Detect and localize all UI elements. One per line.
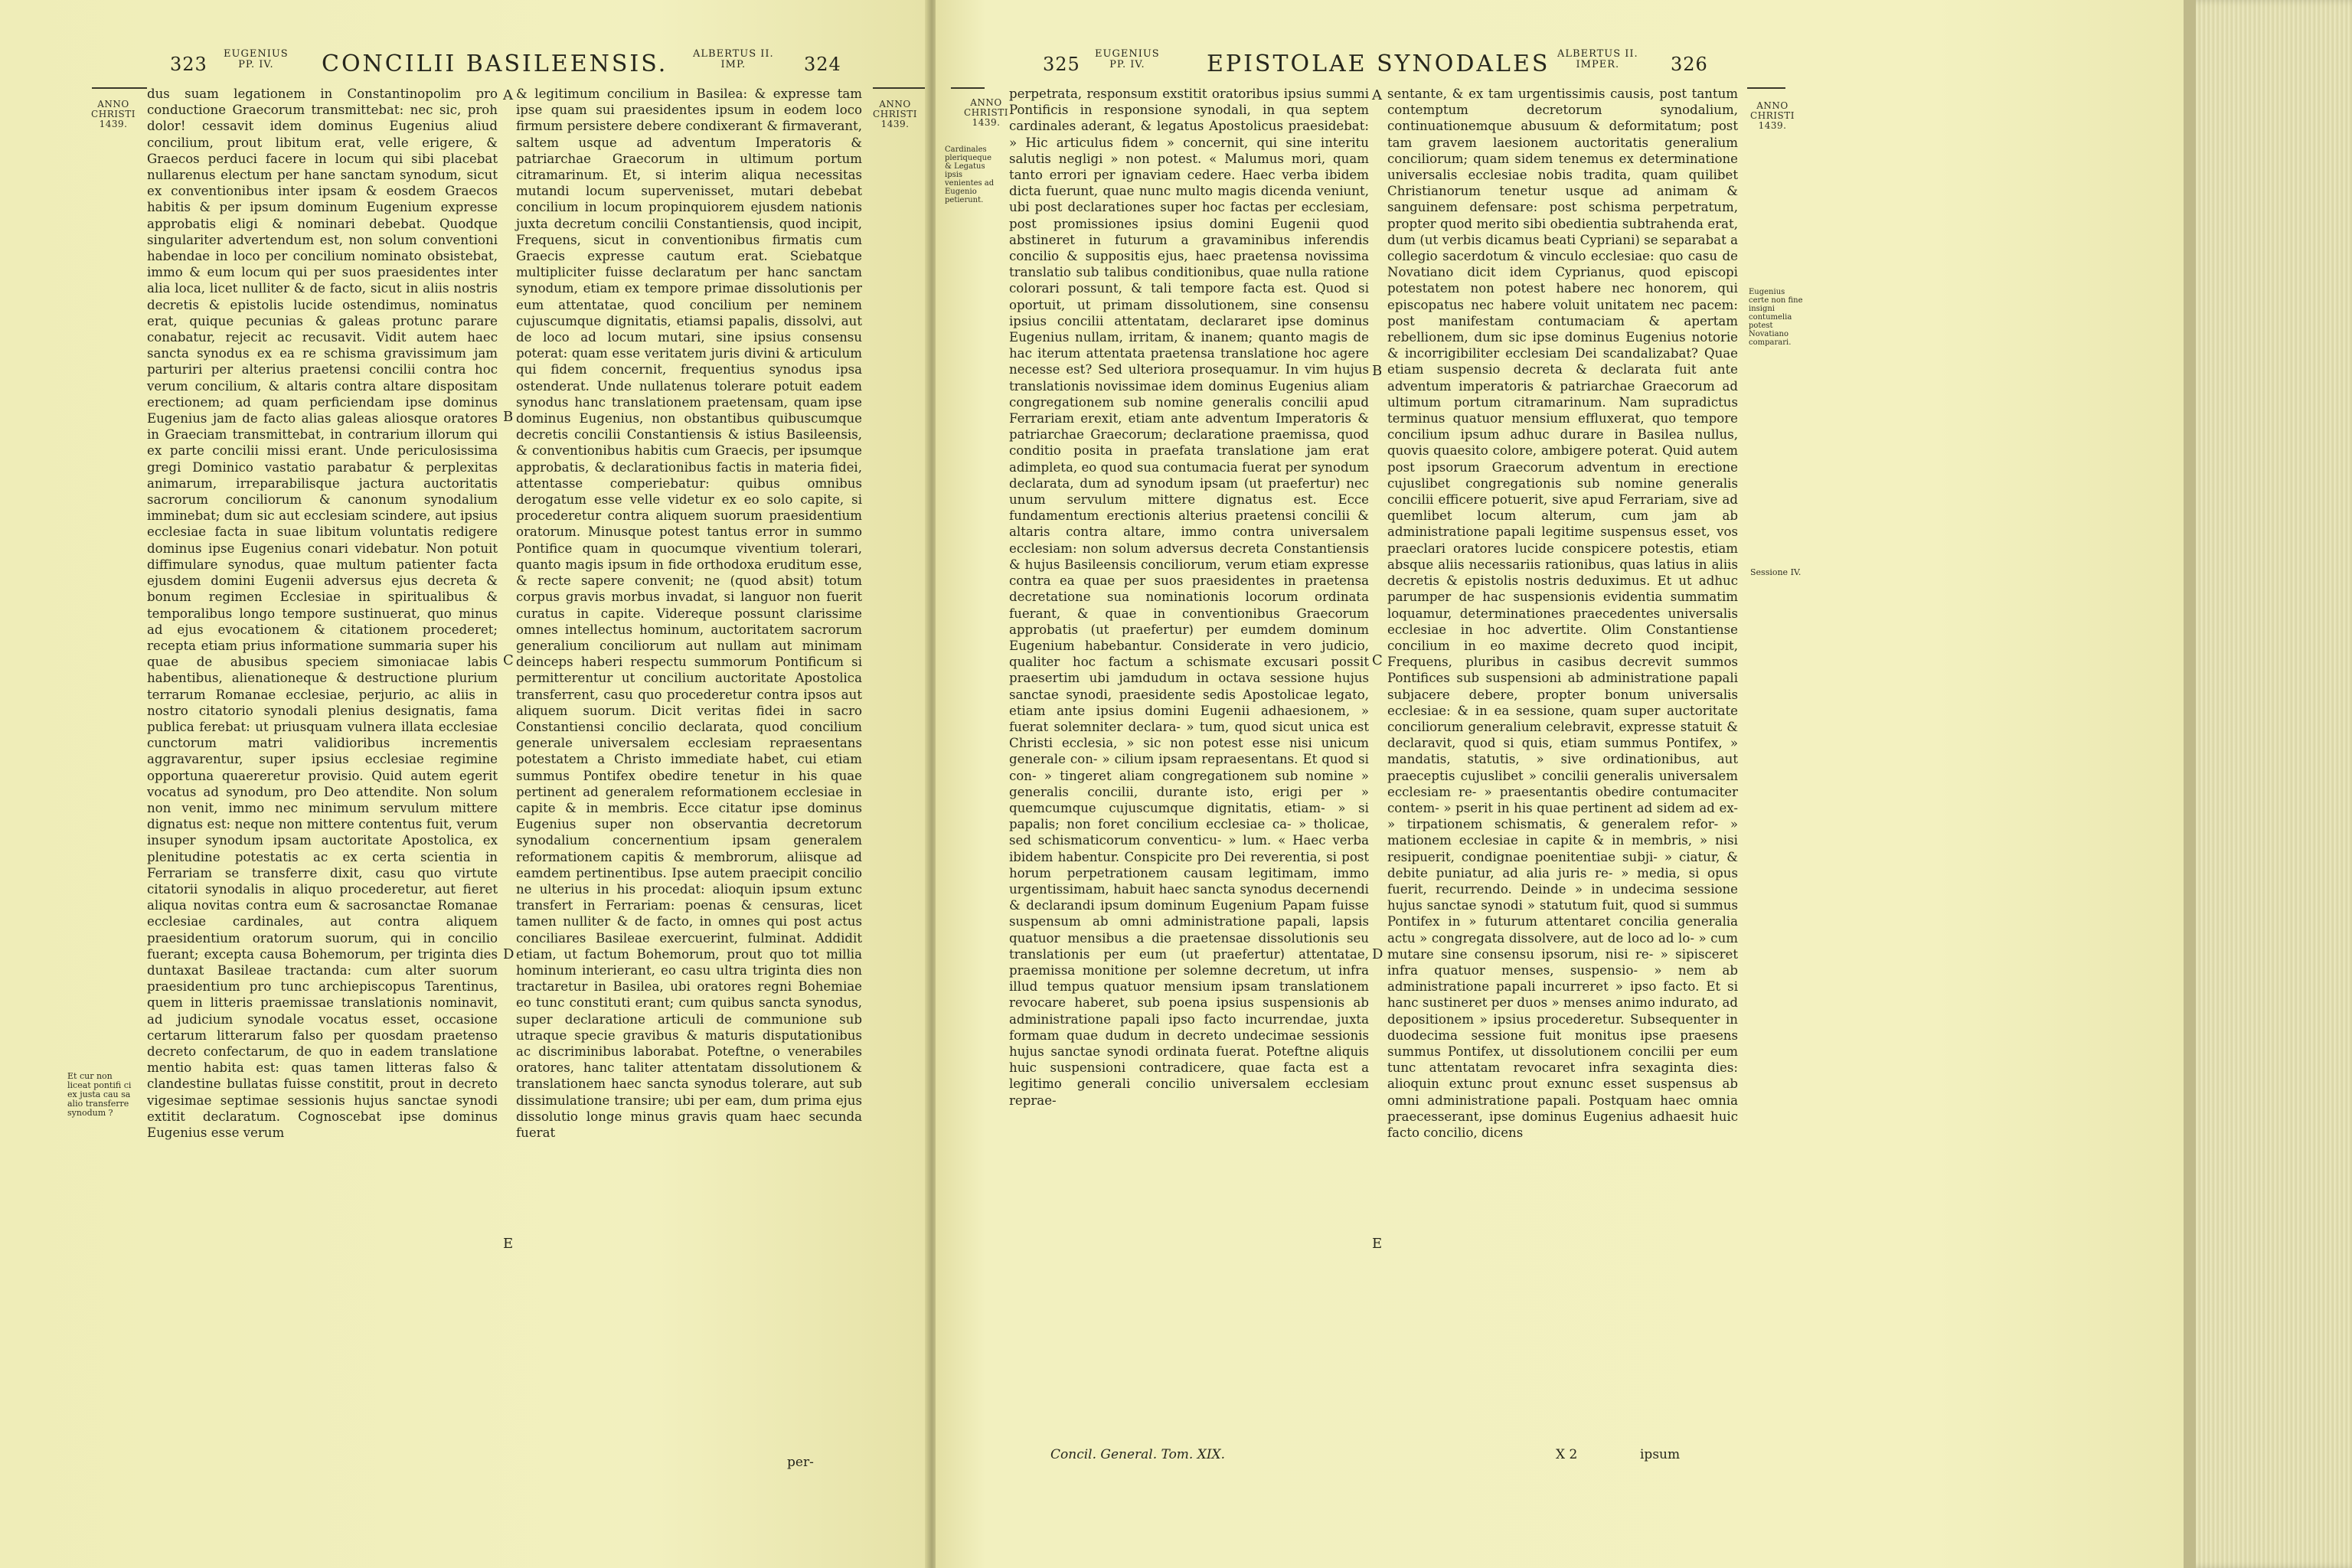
running-title: EPISTOLAE SYNODALES xyxy=(1207,51,1550,77)
catchword: ipsum xyxy=(1640,1447,1681,1462)
emperor-title: IMPER. xyxy=(1576,59,1620,70)
page-number: 325 xyxy=(1043,54,1080,75)
section-letter: D xyxy=(503,946,514,962)
header-rule xyxy=(873,87,928,89)
page-number: 326 xyxy=(1671,54,1708,75)
left-page-header xyxy=(0,49,928,80)
anno-christi-note: ANNO CHRISTI 1439. xyxy=(1750,100,1795,131)
pope-name: EUGENIUS xyxy=(1095,48,1160,60)
section-letter: E xyxy=(1372,1236,1383,1252)
page-number: 323 xyxy=(170,54,207,75)
section-letter: B xyxy=(503,409,514,425)
text-column-1 xyxy=(147,86,498,1433)
column-text: perpetrata, responsum exstitit oratoribus ipsius summi Pontificis in responsione synodali, in qua septem cardinales aderant, & legatus Apostolicus praesidebat: » Hic articulus fidem » concernit, qui sine interitu salutis negligi » non potest. « Malumus mori, quam tanto errori per ignaviam cedere. Haec verba ibidem dicta fuerunt, quae nunc multo magis dicenda veniunt, ubi post declarationes super hoc factas per ecclesiam, post promissiones ipsius domini Eugenii quod abstineret in futurum a gravaminibus inferendis concilio & suppositis ejus, haec praetensa novissima translatio sub talibus conditionibus, quae nulla ratione colorari possunt, & tali tempore facta est. Quod si oportuit, ut primam dissolutionem, sine consensu ipsius concilii attentatam, declararet ipse dominus Eugenius nullam, irritam, & inanem; quanto magis de hac iterum attentata praetensa translatione hoc agere necesse est? Sed ulteriora prosequamur. In vim hujus translationis novissimae idem dominus Eugenius aliam congregationem sub nomine generalis concilii apud Ferrariam erexit, etiam ante adventum Imperatoris & patriarchae Graecorum; declaratione praemissa, quod conditio posita in praefata translatione jam erat adimpleta, eo quod sua contumacia fuerat per synodum declarata, dum ad synodum ipsam (ut praefertur) nec unum servulum mittere dignatus est. Ecce fundamentum erectionis alterius praetensi concilii & altaris contra altare, immo contra universalem ecclesiam: non solum adversus decreta Constantiensis & hujus Basileensis conciliorum, verum etiam expresse contra ea quae per suos praesidentes in praetensa decretatione sua nominationis locorum ordinata fuerant, & quae in conventionibus Graecorum approbatis (ut praefertur) per eumdem dominum Eugenium habebantur. Considerate in vero judicio, qualiter hoc factum a schismate excusari possit praesertim ubi jamdudum in octava sessione hujus sanctae synodi, praesidente sedis Apostolicae legato, etiam ante ipsius domini Eugenii adhaesionem, » fuerat solemniter declara- » tum, quod sicut unica est Christi ecclesia, » sic non potest esse nisi unicum generale con- » cilium ipsam repraesentans. Et quod si con- » tingeret aliam congregationem sub nomine » generalis concilii, durante isto, erigi per » quemcumque cujuscumque dignitatis, etiam- » si papalis; non foret concilium ecclesiae ca- » tholicae, sed schismaticorum conventicu- » lum. « Haec verba ibidem habentur. Conspicite pro Dei reverentia, si post horum perpetrationem causam legitimam, immo urgentissimam, habuit haec sancta synodus decernendi & declarandi ipsum dominum Eugenium Papam fuisse suspensum ab omni administratione papali, lapsis quatuor mensibus a die praetensae dissolutionis seu translationis per eum (ut praefertur) attentatae, praemissa monitione per solemne decretum, ut infra illud tempus quatuor mensium ipsam translationem revocare haberet, sub poena ipsius suspensionis ab administratione papali ipso facto incurrendae, juxta formam quae dudum in decreto undecimae sessionis hujus sanctae synodi ordinata fuerat. Poteftne aliquis huic suspensioni contradicere, quae facta est a legitimo generali concilio universalem ecclesiam reprae- xyxy=(1009,87,1369,1108)
section-letter: A xyxy=(503,87,513,103)
emperor-label xyxy=(1557,49,1638,70)
margin-note: Eugenius certe non fine insigni contumelia potest Novatiano comparari. xyxy=(1749,288,1803,347)
margin-note: Cardinales pleriqueque & Legatus ipsis venientes ad Eugenio petierunt. xyxy=(945,145,995,204)
header-rule xyxy=(1747,87,1785,89)
pope-label xyxy=(1095,49,1160,70)
header-rule xyxy=(951,87,985,89)
anno-christi-note: ANNO CHRISTI 1439. xyxy=(964,97,1008,128)
pope-name: EUGENIUS xyxy=(224,48,289,60)
running-title: CONCILII BASILEENSIS. xyxy=(322,51,668,77)
column-text: sentante, & ex tam urgentissimis causis, post tantum contemptum decretorum synodalium, continuationemque abusuum & deformitatum; post tam gravem laesionem auctoritatis generalium conciliorum; quam sidem tenemus ex determinatione universalis ecclesiae nobis tradita, quam quilibet Christianorum tenetur usque ad animam & sanguinem defensare: post schisma perpetratum, propter quod merito sibi obedientia subtrahenda erat, dum (ut verbis dicamus beati Cypriani) se separabat a collegio sacerdotum & vinculo ecclesiae: quo casu de Novatiano dicit idem Cyprianus, quod episcopi potestatem non potest habere nec honorem, qui episcopatus nec habere voluit unitatem nec pacem: post manifestam contumaciam & apertam rebellionem, dum sic ipse dominus Eugenius notorie & incorrigibiliter ecclesiam Dei scandalizabat? Quae etiam suspensio decreta & declarata fuit ante adventum imperatoris & patriarchae Graecorum ad ultimum portum citramarinum. Nam supradictus terminus quatuor mensium effluxerat, quo tempore concilium ipsum adhuc durare in Basilea nullus, quovis quaesito colore, ambigere poterat. Quid autem post ipsorum Graecorum adventum in erectione cujuslibet congregationis sub nomine generalis concilii efficere potuerit, sive apud Ferrariam, sive ad quemlibet locum alterum, cum jam ab administratione papali legitime suspensus esset, vos praeclari oratores lucide conspicere potestis, etiam absque aliis necessariis rationibus, quas latius in aliis decretis & epistolis nostris deduximus. Et ut adhuc parumper de hac suspensionis evidentia summatim loquamur, determinationes praecedentes universalis ecclesiae in hoc advertite. Olim Constantiense concilium in eo maxime decreto quod incipit, Frequens, pluribus in casibus decrevit summos Pontifices sub suspensioni ab administratione papali subjacere debere, propter bonum universalis ecclesiae: & in ea sessione, quam super auctoritate conciliorum generalium celebravit, expresse statuit & declaravit, quod si quis, etiam summus Pontifex, » mandatis, statutis, » sive ordinationibus, aut praeceptis cujuslibet » concilii generalis universalem ecclesiam re- » praesentantis obedire contumaciter contem- » pserit in his quae pertinent ad sidem ad ex- » tirpationem schismatis, & generalem refor- » mationem ecclesiae in capite & in membris, » nisi resipuerit, condignae poenitentiae subji- » ciatur, & debite puniatur, ad alia juris re- » media, si opus fuerit, recurrendo. Deinde » in undecima sessione hujus sanctae synodi » statutum fuit, quod si summus Pontifex in » futurum attentaret concilia generalia actu » congregata dissolvere, aut de loco ad lo- » cum mutare sine consensu ipsorum, nisi re- » sipisceret infra quatuor menses, suspensio- » nem ab administratione papali incurreret » ipso facto. Et si hanc sustineret per duos » menses animo indurato, ad depositionem » ipsius procederetur. Subsequenter in duodecima sessione fuit monitus ipse praesens summus Pontifex, ut dissolutionem concilii per eum tunc attentatam revocaret infra sexaginta dies: alioquin extunc prout exnunc esset suspensus ab omni administratione papali. Postquam haec omnia praecesserant, ipse dominus Eugenius adhaesit huic facto concilio, dicens xyxy=(1387,87,1739,1140)
emperor-title: IMP. xyxy=(720,59,746,70)
signature-mark: X 2 xyxy=(1556,1447,1578,1462)
text-column-2 xyxy=(1387,86,1738,1449)
emperor-label xyxy=(693,49,774,70)
page-fore-edge xyxy=(2184,0,2352,1568)
volume-footer: Concil. General. Tom. XIX. xyxy=(1050,1447,1226,1462)
anno-christi-note: ANNO CHRISTI 1439. xyxy=(873,99,917,129)
pope-number: PP. IV. xyxy=(238,59,274,70)
section-letter: C xyxy=(1372,652,1383,668)
section-letter: B xyxy=(1372,363,1383,379)
page-number: 324 xyxy=(804,54,841,75)
right-page xyxy=(936,0,2184,1568)
section-letter: A xyxy=(1372,87,1382,103)
margin-note: Sessione IV. xyxy=(1750,567,1802,577)
text-column-2 xyxy=(516,86,862,1433)
section-letter: D xyxy=(1372,946,1383,962)
margin-note: Et cur non liceat pontifi ci ex justa cau sa alio transferre synodum ? xyxy=(67,1071,132,1118)
right-page-header xyxy=(936,49,2184,80)
column-text: dus suam legationem in Constantinopolim pro conductione Graecorum transmittebat: nec sic, proh dolor! cessavit idem dominus Eugenius aliud concilium, prout libitum erat, velle erigere, & Graecos perduci facere in locum qui sibi placebat nullarenus electum per hane sanctam synodum, sicut ex conventionibus inter ipsam & eosdem Graecos habitis & per ipsum dominum Eugenium expresse approbatis eligi & nominari debebat. Quodque singulariter advertendum est, non solum conventioni habendae in loco per concilium nominato obsistebat, immo & eum locum qui per suos praesidentes inter alia loca, licet nulliter & de facto, sicut in aliis nostris decretis & epistolis lucide ostendimus, nominatus erat, quique pecunias & galeas protunc parare conabatur, rejecit ac recusavit. Vidit autem haec sancta synodus ex ea re schisma gravissimum jam parturiri per alterius praetensi concilii contra hoc verum concilium, & altaris contra altare dispositam erectionem; ad quam perficiendam ipse dominus Eugenius jam de facto alias galeas aliosque oratores in Graeciam transmittebat, in contrarium illorum qui ex parte concilii missi erant. Unde periculosissima gregi Dominico vastatio parabatur & perplexitas animarum, irreparabilisque jactura auctoritatis sacrorum conciliorum & canonum synodalium imminebat; dum sic aut ecclesiam scindere, aut ipsius ecclesiae facta in suae libitum voluntatis redigere dominus ipse Eugenius conari videbatur. Non potuit diffimulare synodus, quae multum patienter facta ejusdem domini Eugenii adversus ejus decreta & bonum regimen Ecclesiae in spiritualibus & temporalibus longo tempore sustinuerat, quo minus ad ejus evocationem & citationem procederet; recepta etiam prius informatione summaria super his quae de abusibus speciem simoniacae labis habentibus, alienationeque & destructione plurium terrarum Romanae ecclesiae, perjurio, ac aliis in nostro citatorio synodali plenius designatis, fama publica ferebat: ut priusquam vulnera illata ecclesiae cunctorum matri validioribus incrementis aggravarentur, super ipsius ecclesiae regimine opportuna quaereretur provisio. Quid autem egerit vocatus ad synodum, pro Deo attendite. Non solum non venit, immo nec minimum servulum mittere dignatus est: neque non mittere contentus fuit, verum insuper synodum ipsam auctoritate Apostolica, ex plenitudine potestatis ac ex certa scientia in Ferrariam se transferre dixit, casu quo virtute citatorii synodalis in aliquo procederetur, aut fieret aliqua novitas contra eum & sacrosanctae Romanae ecclesiae cardinales, aut contra aliquem praesidentium oratorum suorum, qui in concilio fuerant; excepta causa Bohemorum, per triginta dies duntaxat Basileae tractanda: cum alter suorum praesidentium pro tunc archiepiscopus Tarentinus, quem in litteris praemissae translationis nominavit, ad judicium synodale vocatus esset, occasione certarum litterarum falso per quosdam praetenso decreto confectarum, de quo in eadem translatione mentio habita est: quas tamen litteras falso & clandestine bullatas fuisse constitit, prout in decreto vigesimae septimae sessionis hujus sanctae synodi extitit declaratum. Cognoscebat ipse dominus Eugenius esse verum xyxy=(147,87,498,1140)
emperor-name: ALBERTUS II. xyxy=(693,48,774,60)
anno-christi-note: ANNO CHRISTI 1439. xyxy=(91,99,136,129)
page-edge-shadow xyxy=(2184,0,2196,1568)
left-page xyxy=(0,0,928,1568)
section-letter: E xyxy=(503,1236,514,1252)
header-rule xyxy=(92,87,147,89)
text-column-1 xyxy=(1009,86,1369,1449)
pope-number: PP. IV. xyxy=(1109,59,1145,70)
pope-label xyxy=(224,49,289,70)
emperor-name: ALBERTUS II. xyxy=(1557,48,1638,60)
column-text: & legitimum concilium in Basilea: & expresse tam ipse quam sui praesidentes ipsum in eodem loco firmum persistere debere condixerant & firmaverant, saltem usque ad adventum Imperatoris & patriarchae Graecorum in ultimum portum citramarinum. Et, si interim aliqua necessitas mutandi locum supervenisset, mutari debebat concilium in locum propinquiorem ejusdem nationis juxta decretum concilii Constantiensis, quod incipit, Frequens, sicut in conventionibus firmatis cum Graecis expresse cautum erat. Sciebatque multipliciter fuisse declaratum per hanc sanctam synodum, etiam ex tempore primae dissolutionis per eum attentatae, quod concilium per neminem cujuscumque dignitatis, etiamsi papalis, dissolvi, aut de loco ad locum mutari, sine ipsius consensu poterat: quam esse veritatem juris divini & articulum qui fidem concernit, frequentius synodus ipsa ostenderat. Unde nullatenus tolerare potuit eadem synodus hanc translationem praetensam, quam ipse dominus Eugenius, non obstantibus quibuscumque decretis concilii Constantiensis & istius Basileensis, & conventionibus habitis cum Graecis, per ipsumque approbatis, & declarationibus factis in materia fidei, attentasse comperiebatur: quibus omnibus derogatum esse velle videtur ex eo solo capite, si procederetur contra aliquem suorum praesidentium oratorum. Minusque potest tantus error in summo Pontifice quam in quocumque viventium tolerari, quanto magis ipsum in fide orthodoxa eruditum esse, & recte sapere convenit; ne (quod absit) totum corpus gravis morbus invadat, si languor non fuerit curatus in capite. Videreque possunt clarissime omnes intellectus hominum, auctoritatem sacrorum generalium conciliorum aut nullam aut minimam deinceps haberi respectu summorum Pontificum si permitterentur ut concilium auctoritate Apostolica transferrent, casu quo procederetur contra ipsos aut aliquem suorum. Dicit veritas fidei in sacro Constantiensi concilio declarata, quod concilium generale universalem ecclesiam repraesentans potestatem a Christo immediate habet, cui etiam summus Pontifex obedire tenetur in his quae pertinent ad generalem reformationem ecclesiae in capite & in membris. Ecce citatur ipse dominus Eugenius super non observantia decretorum synodalium concernentium ipsam generalem reformationem capitis & membrorum, aliisque ad eamdem pertinentibus. Ipse autem praecipit concilio ne ulterius in his procedat: alioquin ipsum extunc transfert in Ferrariam: poenas & censuras, licet tamen nulliter & de facto, in omnes qui post actus conciliares Basileae exercuerint, fulminat. Addidit etiam, ut factum Bohemorum, prout quo tot millia hominum interierant, eo casu ultra triginta dies non tractaretur in Basilea, ubi oratores regni Bohemiae eo tunc constituti erant; cum quibus sancta synodus, super declaratione articuli de communione sub utraque specie gravibus & maturis disputationibus ac discriminibus laborabat. Poteftne, o venerabiles oratores, hanc taliter attentatam dissolutionem & translationem haec sancta synodus tolerare, aut sub dissimulatione transire; ubi per eam, dum prima ejus dissolutio longe minus gravis quam haec secunda fuerat xyxy=(516,87,862,1140)
catchword: per- xyxy=(787,1455,814,1470)
section-letter: C xyxy=(503,652,514,668)
